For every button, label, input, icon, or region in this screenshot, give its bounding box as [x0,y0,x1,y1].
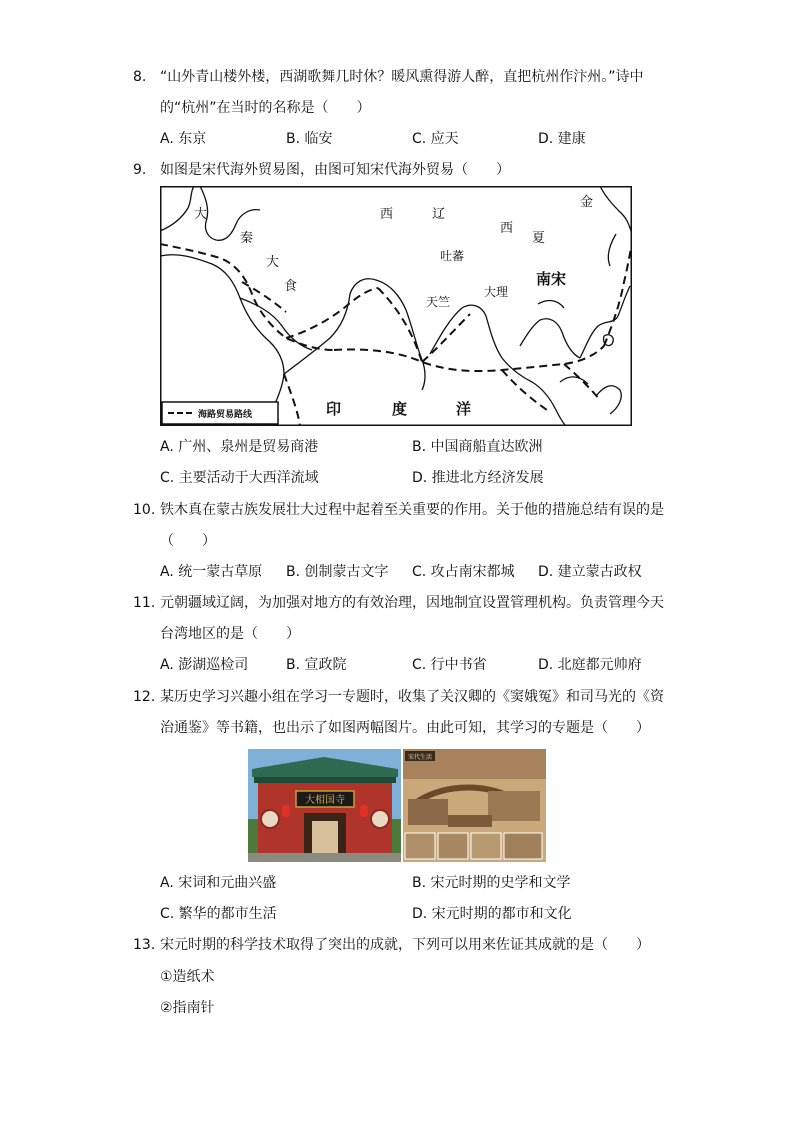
qingming-scroll-photo [403,749,546,862]
map-label-shi: 食 [284,279,298,294]
map-label-jin: 金 [580,195,594,210]
question-8-stem-line1: “山外青山楼外楼，西湖歌舞几时休？暖风熏得游人醉，直把杭州作汴州。”诗中 [160,69,644,85]
question-10-number: 10. [133,502,156,518]
question-10-option-b: B. 创制蒙古文字 [286,564,389,580]
question-9-option-a: A. 广州、泉州是贸易商港 [160,439,319,455]
map-legend-text: 海路贸易路线 [198,410,253,420]
question-11-option-b: B. 宣政院 [286,657,347,673]
question-8-option-c: C. 应天 [412,131,459,147]
map-label-xi2: 西 [500,221,514,236]
question-12-stem-line2: 治通鉴》等书籍，也出示了如图两幅图片。由此可知，其学习的专题是（ ） [160,720,650,736]
question-8-option-d: D. 建康 [538,131,586,147]
question-12-option-b: B. 宋元时期的史学和文学 [412,875,571,891]
question-11-option-d: D. 北庭都元帅府 [538,657,642,673]
question-11-option-c: C. 行中书省 [412,657,487,673]
question-11-stem-line1: 元朝疆域辽阔，为加强对地方的有效治理，因地制宜设置管理机构。负责管理今天 [160,595,664,611]
question-13-stem: 宋元时期的科学技术取得了突出的成就，下列可以用来佐证其成就的是（ ） [160,937,650,953]
question-9-option-b: B. 中国商船直达欧洲 [412,439,543,455]
question-8-option-b: B. 临安 [286,131,333,147]
map-label-da2: 大 [266,255,280,270]
question-10-option-c: C. 攻占南宋都城 [412,564,515,580]
question-10-stem-line2: （ ） [160,533,216,549]
question-8-number: 8. [133,69,147,85]
map-label-nansong: 南宋 [536,270,567,288]
map-label-yang: 洋 [456,400,472,418]
question-11-number: 11. [133,595,156,611]
question-9-stem: 如图是宋代海外贸易图，由图可知宋代海外贸易（ ） [160,162,510,178]
question-9-number: 9. [133,162,147,178]
map-label-xi: 西 [380,207,394,222]
song-city-photos [248,749,546,862]
question-12-option-a: A. 宋词和元曲兴盛 [160,875,277,891]
question-8-stem-line2: 的“杭州”在当时的名称是（ ） [160,100,371,116]
question-8-option-a: A. 东京 [160,131,207,147]
song-trade-map [160,186,632,426]
question-11-stem-line2: 台湾地区的是（ ） [160,626,300,642]
map-label-tianzhu: 天竺 [426,295,451,309]
question-10-option-d: D. 建立蒙古政权 [538,564,642,580]
map-label-yin: 印 [326,400,342,418]
question-10-option-a: A. 统一蒙古草原 [160,564,263,580]
question-13-item-2: ②指南针 [160,1000,215,1016]
question-10-stem-line1: 铁木真在蒙古族发展壮大过程中起着至关重要的作用。关于他的措施总结有误的是 [160,502,664,518]
question-12-option-c: C. 繁华的都市生活 [160,906,277,922]
question-9-option-d: D. 推进北方经济发展 [412,470,544,486]
map-label-qin: 秦 [240,231,254,246]
scroll-tag-text: 宋代生活 [407,754,433,761]
map-label-da: 大 [194,207,208,222]
map-legend [162,402,278,424]
question-11-option-a: A. 澎湖巡检司 [160,657,249,673]
map-label-du: 度 [392,400,408,418]
map-label-xia: 夏 [532,231,546,246]
question-12-number: 12. [133,689,156,705]
map-label-liao: 辽 [432,207,446,222]
question-12-option-d: D. 宋元时期的都市和文化 [412,906,572,922]
temple-plaque-text: 大相国寺 [305,795,345,806]
map-label-tubo: 吐蕃 [440,249,465,263]
temple-gate-photo [248,749,401,862]
map-label-dali: 大理 [484,285,509,299]
question-13-number: 13. [133,937,156,953]
question-13-item-1: ①造纸术 [160,969,215,985]
question-12-stem-line1: 某历史学习兴趣小组在学习一专题时，收集了关汉卿的《窦娥冤》和司马光的《资 [160,689,664,705]
question-9-option-c: C. 主要活动于大西洋流域 [160,470,319,486]
